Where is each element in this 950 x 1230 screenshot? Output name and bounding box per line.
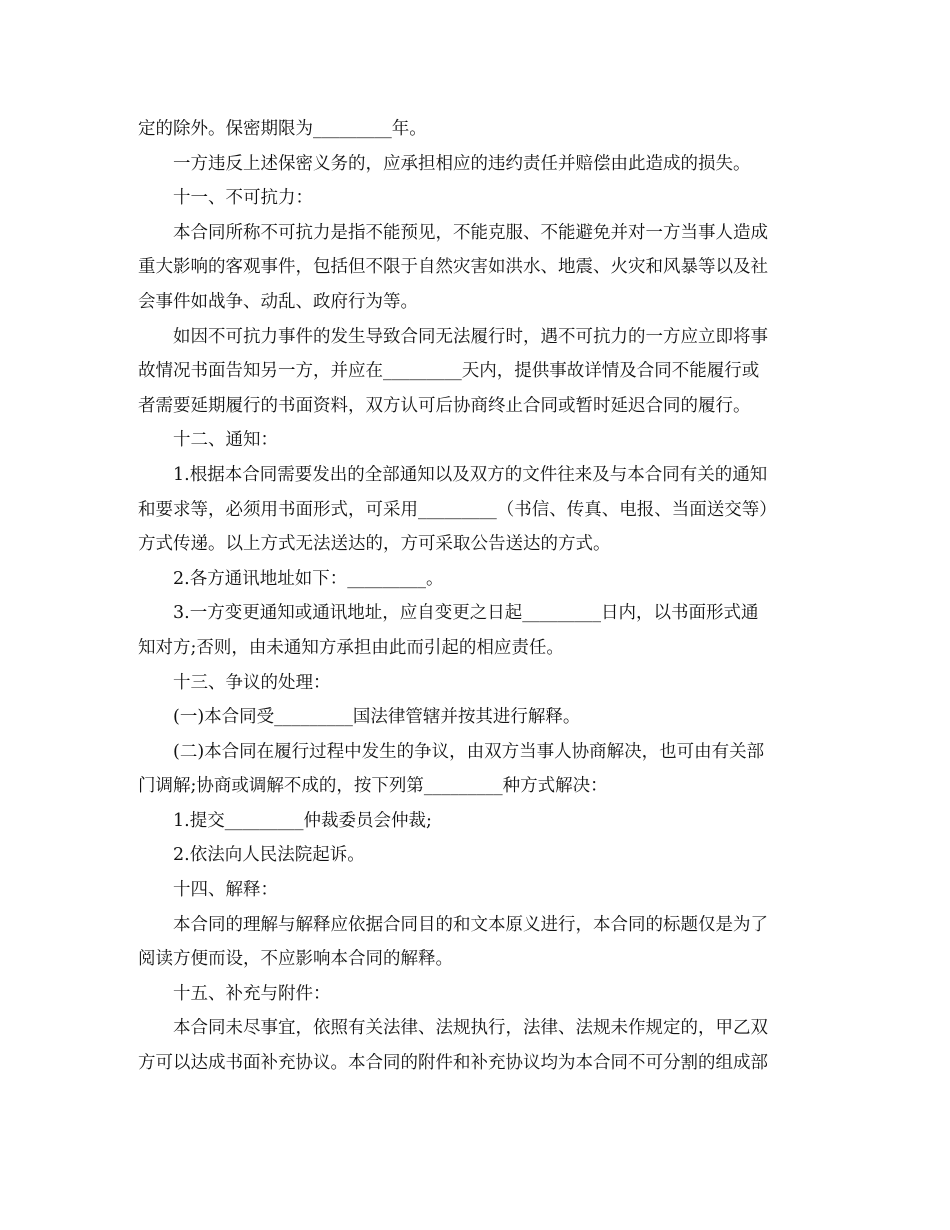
text-line: 故情况书面告知另一方，并应在_________天内，提供事故详情及合同不能履行或 [138, 361, 760, 382]
section-heading: 十五、补充与附件： [173, 983, 331, 1004]
text-line: 2.依法向人民法院起诉。 [173, 845, 365, 866]
text-line: 知对方;否则，由未通知方承担由此而引起的相应责任。 [138, 637, 564, 658]
section-heading: 十四、解释： [173, 880, 278, 901]
text-line: 阅读方便而设，不应影响本合同的解释。 [138, 949, 453, 970]
text-line: 本合同所称不可抗力是指不能预见，不能克服、不能避免并对一方当事人造成 [173, 222, 768, 243]
text-line: 和要求等，必须用书面形式，可采用_________（书信、传真、电报、当面送交等） [138, 499, 777, 520]
text-line: 定的除外。保密期限为_________年。 [138, 119, 427, 139]
text-line: 方式传递。以上方式无法送达的，方可采取公告送达的方式。 [138, 534, 611, 555]
text-line: (二)本合同在履行过程中发生的争议，由双方当事人协商解决，也可由有关部 [173, 741, 765, 762]
text-line: 3.一方变更通知或通讯地址，应自变更之日起_________日内，以书面形式通 [173, 603, 759, 624]
section-heading: 十二、通知： [173, 430, 278, 451]
text-line: 1.根据本合同需要发出的全部通知以及双方的文件往来及与本合同有关的通知 [173, 464, 768, 485]
text-line: 重大影响的客观事件，包括但不限于自然灾害如洪水、地震、火灾和风暴等以及社 [138, 257, 768, 278]
section-heading: 十三、争议的处理： [173, 672, 331, 693]
text-line: 如因不可抗力事件的发生导致合同无法履行时，遇不可抗力的一方应立即将事 [173, 326, 768, 347]
text-line: 门调解;协商或调解不成的，按下列第_________种方式解决： [138, 776, 608, 797]
text-line: 2.各方通讯地址如下：_________。 [173, 568, 444, 589]
text-line: 会事件如战争、动乱、政府行为等。 [138, 291, 418, 312]
text-line: 本合同未尽事宜，依照有关法律、法规执行，法律、法规未作规定的，甲乙双 [173, 1018, 768, 1039]
text-line: 1.提交_________仲裁委员会仲裁; [173, 810, 432, 831]
document-page [138, 112, 818, 1081]
text-line: (一)本合同受_________国法律管辖并按其进行解释。 [173, 707, 581, 728]
text-line: 者需要延期履行的书面资料，双方认可后协商终止合同或暂时延迟合同的履行。 [138, 395, 751, 416]
text-line: 一方违反上述保密义务的，应承担相应的违约责任并赔偿由此造成的损失。 [173, 153, 751, 174]
text-line: 方可以达成书面补充协议。本合同的附件和补充协议均为本合同不可分割的组成部 [138, 1053, 768, 1074]
text-line: 本合同的理解与解释应依据合同目的和文本原义进行，本合同的标题仅是为了 [173, 914, 768, 935]
section-heading: 十一、不可抗力： [173, 188, 313, 209]
